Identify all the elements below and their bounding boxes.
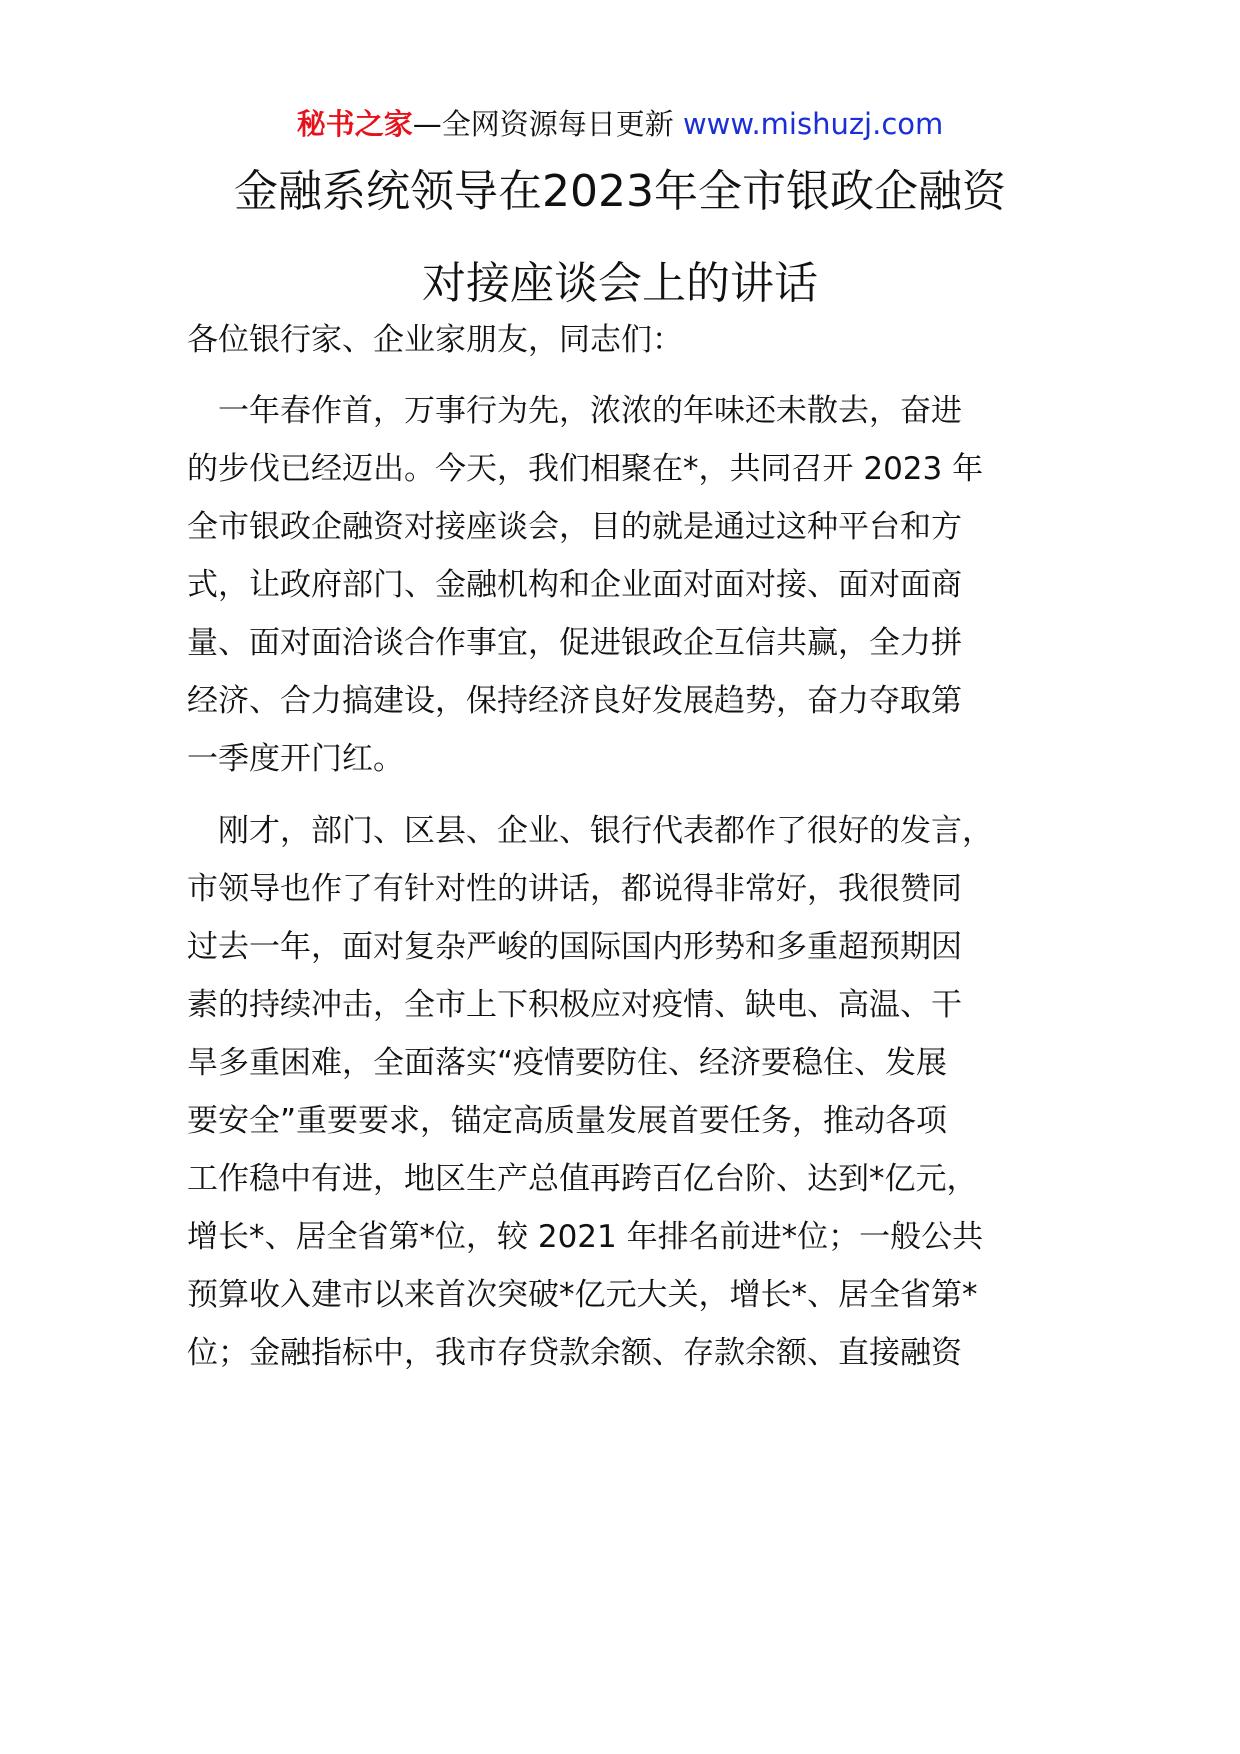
source-header <box>0 104 1240 144</box>
paragraph-line: 经济、合力搞建设，保持经济良好发展趋势，奋力夺取第 <box>187 683 962 719</box>
paragraph-line: 的步伐已经迈出。今天，我们相聚在*，共同召开 2023 年 <box>187 451 984 487</box>
paragraph-line: 一年春作首，万事行为先，浓浓的年味还未散去，奋进 <box>187 393 962 429</box>
paragraph-line: 要安全”重要要求，锚定高质量发展首要任务，推动各项 <box>187 1103 948 1139</box>
paragraph-line: 预算收入建市以来首次突破*亿元大关，增长*、居全省第* <box>187 1277 978 1313</box>
paragraph-line: 全市银政企融资对接座谈会，目的就是通过这种平台和方 <box>187 509 962 545</box>
site-url-link[interactable]: www.mishuzj.com <box>682 107 944 141</box>
brand-name: 秘书之家 <box>296 107 413 141</box>
paragraph-line: 量、面对面洽谈合作事宜，促进银政企互信共赢，全力拼 <box>187 625 962 661</box>
paragraph-line: 素的持续冲击，全市上下积极应对疫情、缺电、高温、干 <box>187 987 962 1023</box>
paragraph-line: 位；金融指标中，我市存贷款余额、存款余额、直接融资 <box>187 1335 962 1371</box>
document-title-line-2: 对接座谈会上的讲话 <box>422 258 818 309</box>
paragraph-line: 工作稳中有进，地区生产总值再跨百亿台阶、达到*亿元， <box>187 1161 978 1197</box>
paragraph-line: 增长*、居全省第*位，较 2021 年排名前进*位；一般公共 <box>187 1219 984 1255</box>
salutation: 各位银行家、企业家朋友，同志们： <box>187 322 683 358</box>
paragraph-line: 一季度开门红。 <box>187 741 404 777</box>
document-title-line-1: 金融系统领导在2023年全市银政企融资 <box>234 166 1006 217</box>
paragraph-line: 式，让政府部门、金融机构和企业面对面对接、面对面商 <box>187 567 962 603</box>
paragraph-line: 过去一年，面对复杂严峻的国际国内形势和多重超预期因 <box>187 929 962 965</box>
paragraph-line: 旱多重困难，全面落实“疫情要防住、经济要稳住、发展 <box>187 1045 948 1081</box>
paragraph-line: 刚才，部门、区县、企业、银行代表都作了很好的发言， <box>187 813 993 849</box>
header-tagline: —全网资源每日更新 <box>412 107 683 141</box>
paragraph-line: 市领导也作了有针对性的讲话，都说得非常好，我很赞同 <box>187 871 962 907</box>
